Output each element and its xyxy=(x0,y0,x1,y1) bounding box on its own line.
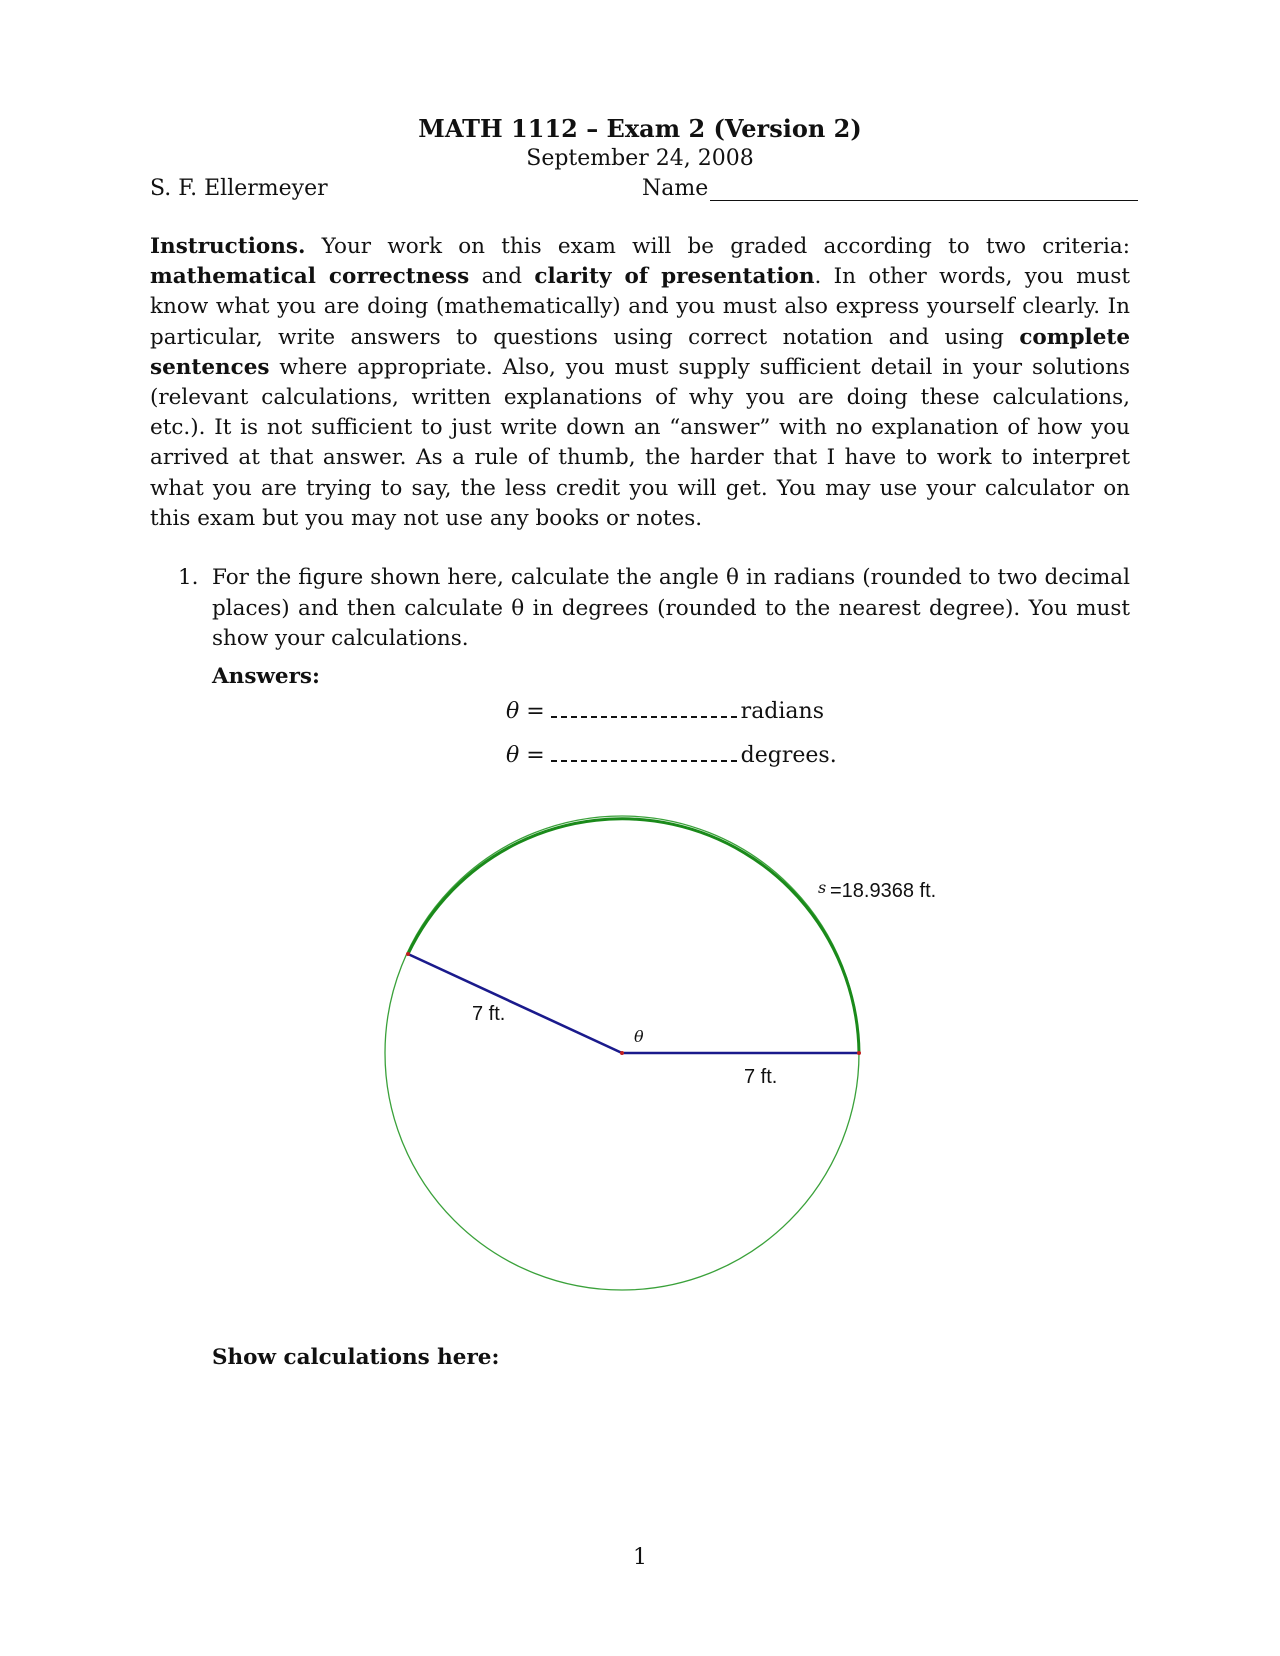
radians-unit: radians xyxy=(740,699,824,724)
theta-equals: θ = xyxy=(506,699,545,724)
center-point xyxy=(620,1051,624,1055)
question-number: 1. xyxy=(178,565,199,590)
instructions-text-3: . In other words, you must know what you are doing (mathematically) and you must also express yourself clearly. In particular, write answers to questions using correct notation and using xyxy=(150,264,1130,350)
instructions-bold-1: mathematical correctness xyxy=(150,264,470,290)
radius-slanted xyxy=(408,954,622,1053)
instructions-bold-3: complete sentences xyxy=(150,324,1130,380)
degrees-unit: degrees. xyxy=(740,743,837,768)
arc-length-symbol: s xyxy=(818,878,827,897)
exam-author: S. F. Ellermeyer xyxy=(150,176,328,201)
page-number: 1 xyxy=(633,1545,647,1570)
instructions-text-2: and xyxy=(469,264,535,290)
instructions-text-4: where appropriate. Also, you must supply sufficient detail in your solutions (relevant calculations, written explanations of why you are doing these calculations, etc.). It is not sufficient to just write down an “answer” with no explanation of how you arrived at that answer. As a rule of thumb, the harder that I have to work to interpret what you are trying to say, the less credit you will get. You may use your calculator on this exam but you may not use any books or notes. xyxy=(150,354,1130,531)
theta-equals: θ = xyxy=(506,743,545,768)
instructions-bold-2: clarity of presentation xyxy=(534,264,815,290)
answers-label: Answers: xyxy=(212,664,320,689)
radius-label-horizontal: 7 ft. xyxy=(744,1066,778,1088)
name-label: Name xyxy=(642,176,709,201)
question-text: For the figure shown here, calculate the angle θ in radians (rounded to two decimal places) and then calculate θ in degrees (rounded to the nearest degree). You must show your calculations. xyxy=(212,565,1130,651)
arc-length-label: =18.9368 ft. xyxy=(830,880,937,902)
instructions-text-1: Your work on this exam will be graded according to two criteria: xyxy=(305,234,1130,259)
exam-title: MATH 1112 – Exam 2 (Version 2) xyxy=(418,114,862,143)
radius-label-slanted: 7 ft. xyxy=(472,1003,506,1025)
instructions-lead: Instructions. xyxy=(150,234,306,259)
arc-start-point xyxy=(406,952,410,956)
show-calculations-label: Show calculations here: xyxy=(212,1345,500,1370)
exam-date: September 24, 2008 xyxy=(526,146,754,171)
arc-end-point xyxy=(857,1051,861,1055)
angle-theta-label: θ xyxy=(634,1027,644,1046)
